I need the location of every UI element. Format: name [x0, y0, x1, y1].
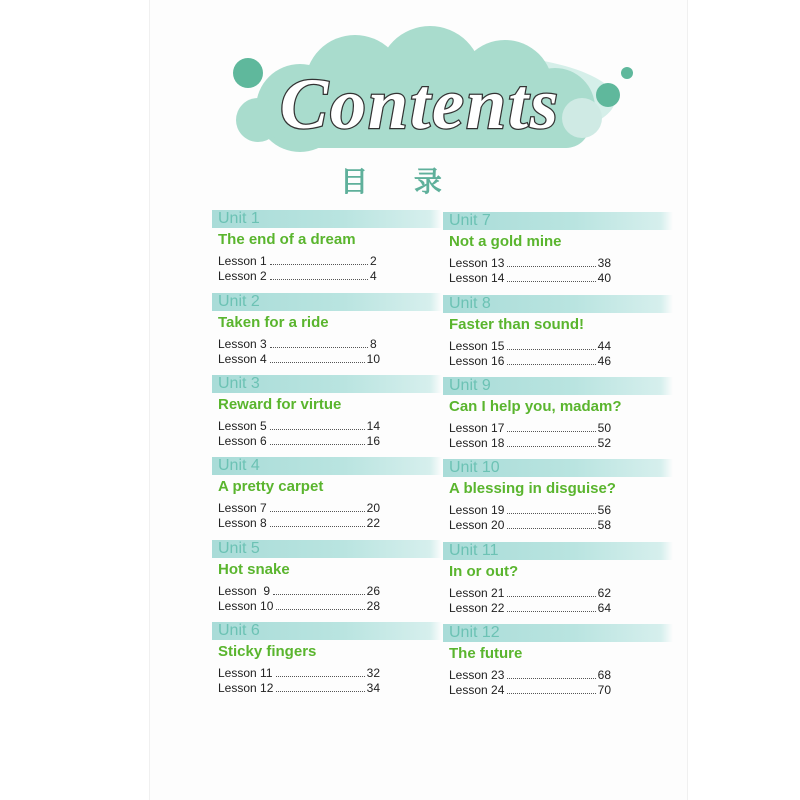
unit-label: Unit 9 — [449, 377, 491, 394]
page-number: 20 — [366, 501, 380, 515]
unit-title[interactable]: Taken for a ride — [218, 314, 329, 331]
page-number: 64 — [597, 601, 611, 615]
lesson-entry[interactable] — [449, 586, 611, 600]
lesson-entry[interactable] — [449, 354, 611, 368]
lesson-entry[interactable] — [449, 421, 611, 435]
page-number: 8 — [370, 337, 377, 351]
lesson-entry[interactable] — [449, 601, 611, 615]
lesson-entry[interactable] — [449, 503, 611, 517]
lesson-entry[interactable] — [218, 681, 380, 695]
lesson-entry[interactable] — [449, 683, 611, 697]
lesson-entry[interactable] — [449, 256, 611, 270]
unit-label: Unit 12 — [449, 624, 500, 641]
dot-leader — [507, 280, 595, 282]
dot-leader — [270, 346, 368, 348]
dot-leader — [276, 675, 365, 677]
page-number: 22 — [366, 516, 380, 530]
lesson-name: Lesson 7 — [218, 501, 267, 515]
lesson-entry[interactable] — [218, 516, 380, 530]
dot-leader — [507, 265, 595, 267]
title-contents: Contents — [279, 64, 561, 144]
dot-leader — [270, 263, 368, 265]
lesson-name: Lesson 2 — [218, 269, 267, 283]
lesson-entry[interactable] — [218, 352, 380, 366]
dot-leader — [507, 677, 595, 679]
lesson-name: Lesson 22 — [449, 601, 505, 615]
page-number: 14 — [366, 419, 380, 433]
lesson-entry[interactable] — [218, 584, 380, 598]
dot-leader — [507, 445, 595, 447]
dot-leader — [270, 278, 368, 280]
unit-block — [443, 459, 673, 539]
page-number: 4 — [370, 269, 377, 283]
unit-label: Unit 2 — [218, 293, 260, 310]
unit-title[interactable]: A blessing in disguise? — [449, 480, 616, 497]
lesson-name: Lesson 9 — [218, 584, 271, 598]
page-number: 56 — [597, 503, 611, 517]
lesson-name: Lesson 6 — [218, 434, 267, 448]
page-number: 2 — [370, 254, 377, 268]
lesson-name: Lesson 20 — [449, 518, 505, 532]
dot-leader — [507, 527, 595, 529]
dot-leader — [276, 608, 364, 610]
dot-leader — [507, 595, 595, 597]
page-number: 62 — [597, 586, 611, 600]
unit-label: Unit 11 — [449, 542, 499, 559]
dot-leader — [270, 525, 365, 527]
lesson-entry[interactable] — [449, 436, 611, 450]
unit-title[interactable]: In or out? — [449, 563, 519, 580]
lesson-entry[interactable] — [218, 337, 380, 351]
page-number: 38 — [597, 256, 611, 270]
page-number: 46 — [597, 354, 611, 368]
lesson-name: Lesson 8 — [218, 516, 267, 530]
lesson-name: Lesson 18 — [449, 436, 505, 450]
unit-block — [443, 212, 673, 292]
lesson-name: Lesson 23 — [449, 668, 505, 682]
unit-label: Unit 10 — [449, 459, 500, 476]
lesson-name: Lesson 13 — [449, 256, 505, 270]
lesson-name: Lesson 3 — [218, 337, 267, 351]
dot-leader — [507, 363, 595, 365]
lesson-entry[interactable] — [449, 668, 611, 682]
lesson-entry[interactable] — [218, 666, 380, 680]
lesson-entry[interactable] — [218, 501, 380, 515]
unit-label: Unit 6 — [218, 622, 260, 639]
unit-block — [212, 210, 442, 290]
dot-leader — [507, 348, 595, 350]
dot-leader — [270, 443, 365, 445]
lesson-entry[interactable] — [449, 339, 611, 353]
unit-block — [212, 622, 442, 702]
unit-title[interactable]: Hot snake — [218, 561, 290, 578]
bubble-right — [596, 83, 620, 107]
lesson-entry[interactable] — [218, 599, 380, 613]
unit-block — [212, 293, 442, 373]
page-number: 70 — [597, 683, 611, 697]
page-number: 32 — [366, 666, 380, 680]
unit-title[interactable]: A pretty carpet — [218, 478, 324, 495]
unit-block — [212, 457, 442, 537]
page-number: 68 — [597, 668, 611, 682]
unit-label: Unit 4 — [218, 457, 260, 474]
dot-leader — [507, 692, 595, 694]
dot-leader — [507, 610, 595, 612]
page-number: 10 — [366, 352, 380, 366]
dot-leader — [270, 361, 365, 363]
unit-label: Unit 8 — [449, 295, 491, 312]
lesson-name: Lesson 24 — [449, 683, 505, 697]
unit-block — [443, 295, 673, 375]
lesson-name: Lesson 5 — [218, 419, 267, 433]
dot-leader — [507, 430, 595, 432]
page-number: 58 — [597, 518, 611, 532]
unit-title[interactable]: Can I help you, madam? — [449, 398, 622, 415]
unit-title[interactable]: Reward for virtue — [218, 396, 342, 413]
page-number: 40 — [597, 271, 611, 285]
unit-title[interactable]: The future — [449, 645, 523, 662]
lesson-entry[interactable] — [218, 254, 380, 268]
page-number: 34 — [366, 681, 380, 695]
unit-label: Unit 5 — [218, 540, 260, 557]
page-number: 26 — [366, 584, 380, 598]
lesson-name: Lesson 4 — [218, 352, 267, 366]
lesson-name: Lesson 15 — [449, 339, 505, 353]
page-number: 28 — [366, 599, 380, 613]
page-number: 50 — [597, 421, 611, 435]
lesson-entry[interactable] — [218, 269, 380, 283]
unit-block — [443, 624, 673, 704]
unit-title[interactable]: Sticky fingers — [218, 643, 317, 660]
page-number: 44 — [597, 339, 611, 353]
lesson-name: Lesson 16 — [449, 354, 505, 368]
lesson-entry[interactable] — [449, 271, 611, 285]
title-chinese: 目 录 — [340, 165, 460, 198]
lesson-name: Lesson 11 — [218, 666, 273, 680]
lesson-name: Lesson 1 — [218, 254, 267, 268]
bubble-small — [621, 67, 633, 79]
dot-leader — [276, 690, 364, 692]
bubble-left — [233, 58, 263, 88]
unit-block — [212, 375, 442, 455]
unit-block — [443, 542, 673, 622]
dot-leader — [270, 428, 365, 430]
page-number: 16 — [366, 434, 380, 448]
lesson-name: Lesson 10 — [218, 599, 274, 613]
unit-label: Unit 1 — [218, 210, 260, 227]
unit-block — [212, 540, 442, 620]
lesson-entry[interactable] — [218, 419, 380, 433]
unit-label: Unit 3 — [218, 375, 260, 392]
dot-leader — [507, 512, 595, 514]
dot-leader — [270, 510, 365, 512]
dot-leader — [273, 593, 365, 595]
lesson-name: Lesson 19 — [449, 503, 505, 517]
unit-title[interactable]: Faster than sound! — [449, 316, 585, 333]
unit-label: Unit 7 — [449, 212, 491, 229]
page-number: 52 — [597, 436, 611, 450]
lesson-name: Lesson 12 — [218, 681, 274, 695]
lesson-name: Lesson 21 — [449, 586, 505, 600]
lesson-entry[interactable] — [218, 434, 380, 448]
unit-title[interactable]: The end of a dream — [218, 231, 356, 248]
unit-block — [443, 377, 673, 457]
lesson-entry[interactable] — [449, 518, 611, 532]
lesson-name: Lesson 14 — [449, 271, 505, 285]
lesson-name: Lesson 17 — [449, 421, 505, 435]
unit-title[interactable]: Not a gold mine — [449, 233, 562, 250]
